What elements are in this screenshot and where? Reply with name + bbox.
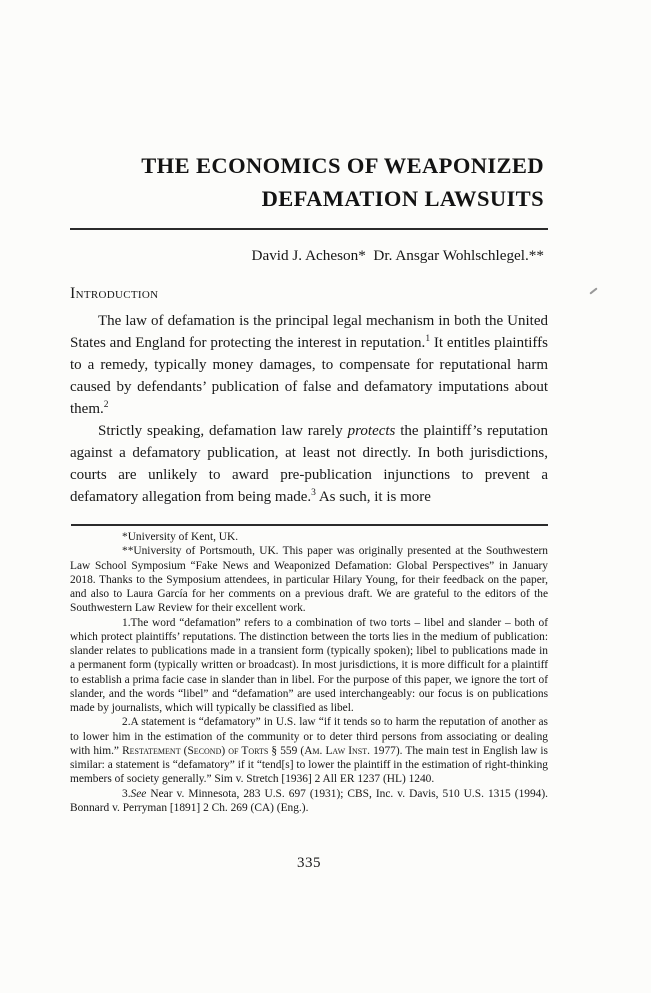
body-paragraph-2	[70, 420, 548, 508]
smallcaps-citation-run: Restatement (Second) of Torts	[122, 744, 269, 757]
footnote-marker: *	[122, 531, 128, 543]
article-title-line1: THE ECONOMICS OF WEAPONIZED	[141, 153, 544, 178]
footnote-text-run: 1977). The main test in English law is similar: a statement is “defamatory” if it “tend[s] to lower the plaintiff in the estimation of right-thinking members of society generally.” Sim v. Stretch [1936] 2 All ER 1237 (HL) 1240.	[70, 744, 548, 786]
italic-signal-run: See	[130, 787, 147, 800]
paragraph-text-run: It entitles plaintiffs to a remedy, typically money damages, to compensate for reputational harm caused by defendants’ publication of false and defamatory imputations about them.	[70, 335, 548, 417]
footnotes-block	[70, 530, 548, 815]
footnote-double-star	[70, 544, 548, 615]
footnote-1	[70, 616, 548, 716]
body-paragraph-1	[70, 310, 548, 420]
footnote-3	[70, 787, 548, 816]
footnote-separator-rule	[71, 524, 548, 526]
paragraph-text-run: Strictly speaking, defamation law rarely	[98, 423, 348, 439]
pencil-stray-mark	[589, 287, 597, 294]
italic-text-run: protects	[347, 423, 396, 439]
footnote-ref-1: 1	[425, 334, 431, 344]
article-title	[70, 149, 544, 215]
article-title-line2: DEFAMATION LAWSUITS	[261, 186, 544, 211]
paragraph-text-run: The law of defamation is the principal legal mechanism in both the United States and England for protecting the interest in reputation.	[70, 313, 548, 351]
footnote-ref-3: 3	[311, 488, 316, 498]
footnote-marker: 1.	[122, 616, 131, 629]
smallcaps-citation-run: Am. Law Inst.	[304, 744, 370, 757]
footnote-text-run: A statement is “defamatory” in U.S. law “if it tends so to harm the reputation of another as to lower him in the estimation of the community or to deter third persons from associating or dealing with him.”	[70, 716, 548, 757]
footnote-text-run: University of Portsmouth, UK. This paper was originally presented at the Southwestern Law School Symposium “Fake News and Weaponized Defamation: Global Perspectives” in January 2018. Thanks to the Symposium attendees, in particular Hilary Young, for their feedback on the paper, and also to Laura García for her comments on a previous draft. We are grateful to the editors of the Southwestern Law Review for their excellent work.	[70, 545, 548, 615]
footnote-star	[70, 530, 548, 544]
page-number: 335	[297, 855, 321, 871]
body-text	[70, 310, 548, 508]
section-heading-introduction: Introduction	[70, 285, 159, 302]
footnote-2	[70, 715, 548, 786]
footnote-marker: **	[122, 545, 134, 558]
title-divider-rule	[70, 228, 548, 230]
footnote-text-run: The word “defamation” refers to a combination of two torts – libel and slander – both of which protect plaintiffs’ reputations. The distinction between the torts lies in the medium of publication: slander relates to publications made in a transient form (typically spoken); libel to publications made in a permanent form (typically written or broadcast). In most jurisdictions, it is more difficult for a plaintiff to establish a prima facie case in slander than in libel. For the purpose of this paper, we ignore the tort of slander, and the words “libel” and “defamation” are used interchangeably: our focus is on publications made by journalists, which will typically be classified as libel.	[70, 616, 548, 714]
footnote-ref-2: 2	[103, 400, 109, 410]
paragraph-text-run: the plaintiff’s reputation against a defamatory publication, at least not directly. In both jurisdictions, courts are unlikely to award pre-publication injunctions to prevent a defamatory allegation from being made.	[70, 423, 548, 505]
footnote-marker: 3.	[122, 787, 131, 800]
footnote-text-run: University of Kent, UK.	[127, 531, 239, 543]
paragraph-text-run: As such, it is more	[315, 489, 431, 505]
footnote-text-run: § 559 (	[268, 744, 305, 757]
author-byline: David J. Acheson* Dr. Ansgar Wohlschlegel.**	[251, 247, 544, 264]
footnote-marker: 2.	[122, 716, 131, 729]
footnote-text-run: Near v. Minnesota, 283 U.S. 697 (1931); CBS, Inc. v. Davis, 510 U.S. 1315 (1994). Bonnard v. Perryman [1891] 2 Ch. 269 (CA) (Eng.).	[70, 787, 548, 814]
